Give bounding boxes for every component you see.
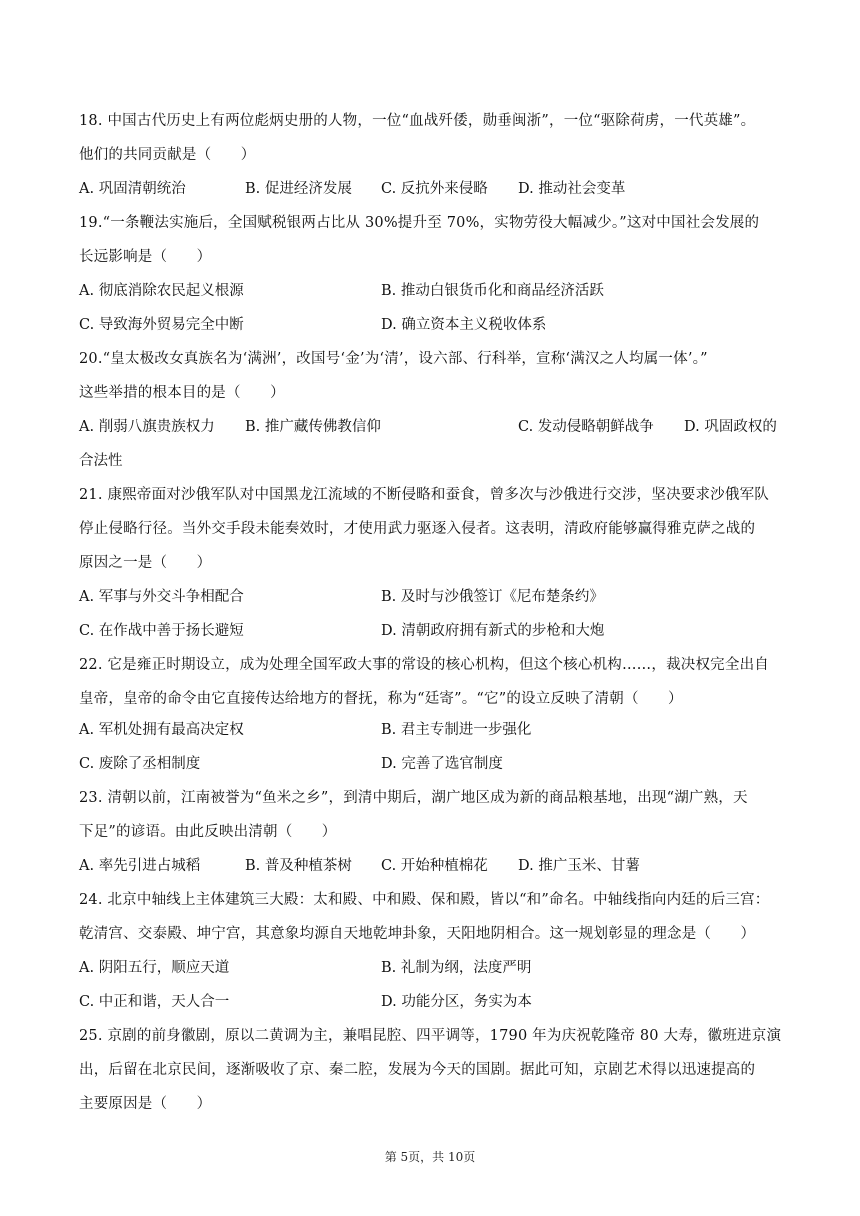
- q19-option-d: D. 确立资本主义税收体系: [381, 317, 547, 333]
- q19-option-b: B. 推动白银货币化和商品经济活跃: [381, 283, 604, 299]
- q20-option-a: A. 削弱八旗贵族权力: [79, 419, 215, 435]
- q20-option-d: D. 巩固政权的: [684, 419, 777, 435]
- q23-stem-line-2: 下足”的谚语。由此反映出清朝（ ）: [79, 824, 337, 840]
- q23-option-a: A. 率先引进占城稻: [79, 858, 201, 874]
- q21-option-c: C. 在作战中善于扬长避短: [79, 623, 244, 639]
- q21-stem-line-2: 停止侵略行径。当外交手段未能奏效时，才使用武力驱逐入侵者。这表明，清政府能够赢得雅克萨之战的: [79, 521, 756, 537]
- q18-stem-line-2: 他们的共同贡献是（ ）: [79, 147, 256, 163]
- q23-option-c: C. 开始种植棉花: [381, 858, 488, 874]
- q20-option-d-wrap: 合法性: [79, 453, 123, 469]
- q25-stem-line-2: 出，后留在北京民间，逐渐吸收了京、秦二腔，发展为今天的国剧。据此可知，京剧艺术得以迅速提高的: [79, 1062, 756, 1078]
- q21-option-a: A. 军事与外交斗争相配合: [79, 589, 244, 605]
- q19-option-c: C. 导致海外贸易完全中断: [79, 317, 244, 333]
- q22-stem-line-1: 22. 它是雍正时期设立，成为处理全国军政大事的常设的核心机构，但这个核心机构……，裁决权完全出自: [79, 657, 769, 673]
- q24-option-b: B. 礼制为纲，法度严明: [381, 960, 532, 976]
- q22-option-d: D. 完善了选官制度: [381, 756, 503, 772]
- q19-option-a: A. 彻底消除农民起义根源: [79, 283, 244, 299]
- page-number-footer: 第 5页，共 10页: [384, 1150, 476, 1164]
- q20-option-b: B. 推广藏传佛教信仰: [245, 419, 381, 435]
- q24-option-a: A. 阴阳五行，顺应天道: [79, 960, 230, 976]
- q18-stem-line-1: 18. 中国古代历史上有两位彪炳史册的人物，一位“血战歼倭，勋垂闽浙”，一位“驱除荷虏，一代英雄”。: [79, 113, 756, 129]
- q24-stem-line-1: 24. 北京中轴线上主体建筑三大殿：太和殿、中和殿、保和殿，皆以“和”命名。中轴线指向内廷的后三宫：: [79, 892, 770, 908]
- q24-option-c: C. 中正和谐，天人合一: [79, 994, 230, 1010]
- q22-stem-line-2: 皇帝，皇帝的命令由它直接传达给地方的督抚，称为“廷寄”。“它”的设立反映了清朝（ ）: [79, 691, 683, 707]
- q20-option-c: C. 发动侵略朝鲜战争: [518, 419, 654, 435]
- q22-option-a: A. 军机处拥有最高决定权: [79, 722, 244, 738]
- q23-stem-line-1: 23. 清朝以前，江南被誉为“鱼米之乡”，到清中期后，湖广地区成为新的商品粮基地，出现“湖广熟，天: [79, 790, 748, 806]
- q19-stem-line-1: 19.“一条鞭法实施后，全国赋税银两占比从 30%提升至 70%，实物劳役大幅减少。”这对中国社会发展的: [79, 215, 760, 231]
- q18-option-a: A. 巩固清朝统治: [79, 181, 186, 197]
- q18-option-b: B. 促进经济发展: [245, 181, 352, 197]
- q24-stem-line-2: 乾清宫、交泰殿、坤宁宫，其意象均源自天地乾坤卦象，天阳地阴相合。这一规划彰显的理念是（ ）: [79, 926, 756, 942]
- q23-option-b: B. 普及种植茶树: [245, 858, 352, 874]
- q25-stem-line-1: 25. 京剧的前身徽剧，原以二黄调为主，兼唱昆腔、四平调等，1790 年为庆祝乾隆帝 80 大寿，徽班进京演: [79, 1028, 782, 1044]
- q20-stem-line-1: 20.“皇太极改女真族名为‘满洲’，改国号‘金’为‘清’，设六部、行科举，宣称‘满汉之人均属一体’。”: [79, 351, 708, 367]
- q25-stem-line-3: 主要原因是（ ）: [79, 1096, 212, 1112]
- q24-option-d: D. 功能分区，务实为本: [381, 994, 532, 1010]
- q23-option-d: D. 推广玉米、甘薯: [518, 858, 640, 874]
- q21-option-b: B. 及时与沙俄签订《尼布楚条约》: [381, 589, 604, 605]
- q18-option-d: D. 推动社会变革: [518, 181, 626, 197]
- q22-option-c: C. 废除了丞相制度: [79, 756, 201, 772]
- q22-option-b: B. 君主专制进一步强化: [381, 722, 532, 738]
- q21-stem-line-1: 21. 康熙帝面对沙俄军队对中国黑龙江流域的不断侵略和蚕食，曾多次与沙俄进行交涉，坚决要求沙俄军队: [79, 487, 769, 503]
- q21-stem-line-3: 原因之一是（ ）: [79, 555, 212, 571]
- q21-option-d: D. 清朝政府拥有新式的步枪和大炮: [381, 623, 605, 639]
- q20-stem-line-2: 这些举措的根本目的是（ ）: [79, 385, 285, 401]
- q19-stem-line-2: 长远影响是（ ）: [79, 249, 212, 265]
- q18-option-c: C. 反抗外来侵略: [381, 181, 488, 197]
